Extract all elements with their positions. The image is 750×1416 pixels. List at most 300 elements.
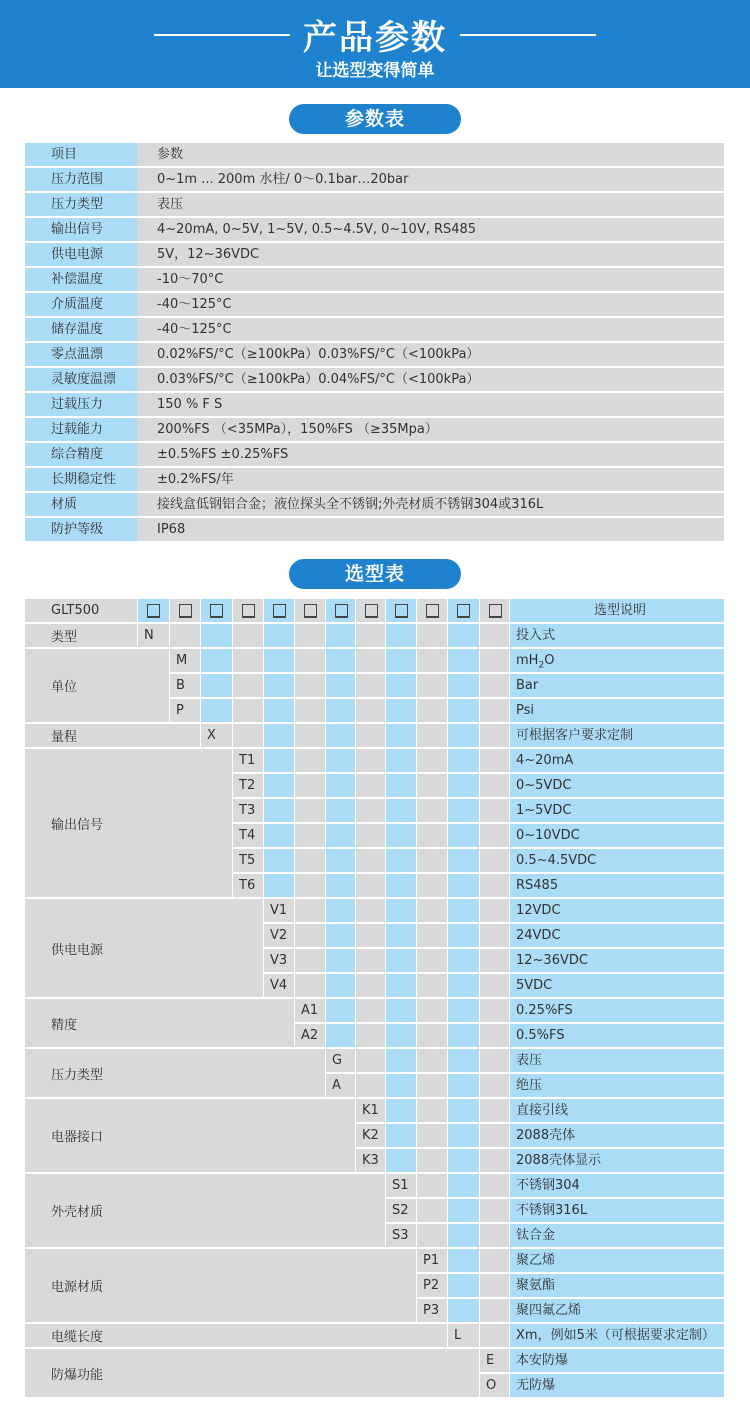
empty-box-icon: [242, 604, 255, 618]
selection-filler-cell: [386, 799, 416, 822]
selection-filler-cell: [356, 799, 385, 822]
selection-filler-cell: [326, 774, 355, 797]
selection-filler-cell: [170, 624, 200, 647]
selection-filler-cell: [480, 774, 509, 797]
selection-filler-cell: [417, 874, 447, 897]
selection-filler-cell: [326, 924, 355, 947]
selection-filler-cell: [295, 899, 325, 922]
selection-filler-cell: [480, 1324, 509, 1347]
selection-group-label: 量程: [25, 724, 200, 747]
selection-filler-cell: [386, 674, 416, 697]
param-value: 5V，12~36VDC: [137, 243, 724, 266]
selection-filler-cell: [356, 949, 385, 972]
selection-filler-cell: [326, 874, 355, 897]
selection-option-code: E: [480, 1349, 509, 1372]
selection-filler-cell: [356, 924, 385, 947]
param-value: 200%FS （<35MPa），150%FS （≥35Mpa）: [137, 418, 724, 441]
selection-option-description: Bar: [510, 674, 724, 697]
selection-option-description: 4~20mA: [510, 749, 724, 772]
model-code: GLT500: [25, 599, 137, 622]
selection-filler-cell: [480, 674, 509, 697]
param-label: 灵敏度温漂: [25, 368, 137, 391]
selection-filler-cell: [480, 1174, 509, 1197]
selection-option-code: X: [201, 724, 232, 747]
param-value: 接线盒低钢铝合金；液位探头全不锈钢;外壳材质不锈钢304或316L: [137, 493, 724, 516]
empty-box-icon: [179, 604, 192, 618]
selection-code-slot: [356, 599, 385, 622]
selection-filler-cell: [386, 649, 416, 672]
selection-filler-cell: [326, 649, 355, 672]
selection-filler-cell: [356, 774, 385, 797]
selection-filler-cell: [295, 949, 325, 972]
selection-filler-cell: [448, 1274, 479, 1297]
selection-code-slot: [264, 599, 294, 622]
selection-filler-cell: [264, 824, 294, 847]
selection-code-slot: [386, 599, 416, 622]
selection-heading: 选型表: [289, 559, 461, 589]
empty-box-icon: [304, 604, 317, 618]
selection-filler-cell: [448, 774, 479, 797]
selection-filler-cell: [480, 799, 509, 822]
selection-option-code: V3: [264, 949, 294, 972]
description-subscript: 2: [538, 660, 545, 671]
selection-filler-cell: [386, 624, 416, 647]
param-label: 储存温度: [25, 318, 137, 341]
selection-code-slot: [326, 599, 355, 622]
param-value: 0~1m ... 200m 水柱/ 0～0.1bar…20bar: [137, 168, 724, 191]
selection-filler-cell: [326, 749, 355, 772]
selection-filler-cell: [233, 624, 263, 647]
selection-option-code: G: [326, 1049, 355, 1072]
selection-filler-cell: [295, 799, 325, 822]
param-label: 输出信号: [25, 218, 137, 241]
selection-option-code: P: [170, 699, 200, 722]
empty-box-icon: [335, 604, 348, 618]
selection-filler-cell: [201, 699, 232, 722]
selection-filler-cell: [295, 624, 325, 647]
selection-option-description: 可根据客户要求定制: [510, 724, 724, 747]
selection-filler-cell: [264, 724, 294, 747]
selection-filler-cell: [356, 1074, 385, 1097]
selection-filler-cell: [386, 1074, 416, 1097]
selection-filler-cell: [386, 1099, 416, 1122]
param-label: 补偿温度: [25, 268, 137, 291]
empty-box-icon: [365, 604, 378, 618]
selection-filler-cell: [480, 1274, 509, 1297]
selection-filler-cell: [386, 724, 416, 747]
selection-filler-cell: [356, 699, 385, 722]
selection-filler-cell: [417, 799, 447, 822]
selection-filler-cell: [295, 974, 325, 997]
param-value: -40～125°C: [137, 293, 724, 316]
selection-filler-cell: [448, 1024, 479, 1047]
selection-filler-cell: [326, 624, 355, 647]
param-label: 综合精度: [25, 443, 137, 466]
selection-filler-cell: [448, 1099, 479, 1122]
selection-filler-cell: [233, 649, 263, 672]
selection-option-description: Psi: [510, 699, 724, 722]
selection-filler-cell: [448, 724, 479, 747]
selection-option-description: 0.5~4.5VDC: [510, 849, 724, 872]
selection-option-description: 聚四氟乙烯: [510, 1299, 724, 1322]
selection-filler-cell: [480, 649, 509, 672]
selection-code-slot: [295, 599, 325, 622]
selection-option-code: K1: [356, 1099, 385, 1122]
selection-filler-cell: [417, 924, 447, 947]
selection-filler-cell: [264, 624, 294, 647]
selection-code-slot: [138, 599, 169, 622]
selection-option-code: P2: [417, 1274, 447, 1297]
empty-box-icon: [457, 604, 470, 618]
selection-code-slot: [201, 599, 232, 622]
selection-filler-cell: [356, 824, 385, 847]
selection-filler-cell: [480, 1024, 509, 1047]
selection-option-description: [510, 649, 724, 672]
param-label: 项目: [25, 143, 137, 166]
selection-filler-cell: [201, 649, 232, 672]
selection-option-code: T6: [233, 874, 263, 897]
selection-option-description: 5VDC: [510, 974, 724, 997]
selection-filler-cell: [417, 774, 447, 797]
selection-filler-cell: [448, 899, 479, 922]
selection-filler-cell: [356, 649, 385, 672]
selection-filler-cell: [233, 699, 263, 722]
selection-group-label: 压力类型: [25, 1049, 325, 1097]
selection-option-code: A2: [295, 1024, 325, 1047]
selection-option-code: S2: [386, 1199, 416, 1222]
selection-filler-cell: [295, 724, 325, 747]
param-value: IP68: [137, 518, 724, 541]
selection-option-code: A1: [295, 999, 325, 1022]
selection-filler-cell: [326, 899, 355, 922]
selection-filler-cell: [417, 1224, 447, 1247]
selection-filler-cell: [480, 924, 509, 947]
selection-filler-cell: [326, 949, 355, 972]
selection-code-slot: [170, 599, 200, 622]
selection-option-description: 1~5VDC: [510, 799, 724, 822]
selection-filler-cell: [448, 1049, 479, 1072]
selection-filler-cell: [326, 824, 355, 847]
selection-filler-cell: [480, 1299, 509, 1322]
selection-filler-cell: [326, 799, 355, 822]
param-value: ±0.2%FS/年: [137, 468, 724, 491]
selection-group-label: 电缆长度: [25, 1324, 447, 1347]
selection-filler-cell: [448, 924, 479, 947]
param-value: 4~20mA, 0~5V, 1~5V, 0.5~4.5V, 0~10V, RS485: [137, 218, 724, 241]
selection-filler-cell: [448, 949, 479, 972]
selection-filler-cell: [295, 699, 325, 722]
selection-filler-cell: [448, 824, 479, 847]
selection-filler-cell: [480, 999, 509, 1022]
selection-filler-cell: [417, 724, 447, 747]
selection-description-header: 选型说明: [510, 599, 724, 622]
selection-filler-cell: [233, 724, 263, 747]
selection-filler-cell: [448, 1224, 479, 1247]
selection-filler-cell: [386, 699, 416, 722]
selection-filler-cell: [356, 724, 385, 747]
selection-filler-cell: [417, 974, 447, 997]
selection-filler-cell: [448, 1149, 479, 1172]
param-value: -10～70°C: [137, 268, 724, 291]
selection-option-code: P3: [417, 1299, 447, 1322]
selection-option-description: 0~10VDC: [510, 824, 724, 847]
selection-filler-cell: [480, 1224, 509, 1247]
selection-filler-cell: [417, 1124, 447, 1147]
selection-filler-cell: [417, 1199, 447, 1222]
selection-filler-cell: [480, 824, 509, 847]
selection-filler-cell: [417, 1049, 447, 1072]
selection-filler-cell: [417, 674, 447, 697]
selection-filler-cell: [295, 674, 325, 697]
banner-subtitle: 让选型变得简单: [315, 61, 435, 81]
selection-option-code: K2: [356, 1124, 385, 1147]
selection-code-slot: [480, 599, 509, 622]
selection-filler-cell: [448, 649, 479, 672]
selection-filler-cell: [386, 899, 416, 922]
selection-filler-cell: [386, 874, 416, 897]
selection-filler-cell: [356, 749, 385, 772]
selection-option-description: 0.25%FS: [510, 999, 724, 1022]
selection-filler-cell: [448, 699, 479, 722]
selection-filler-cell: [480, 899, 509, 922]
selection-filler-cell: [448, 849, 479, 872]
selection-filler-cell: [326, 699, 355, 722]
selection-filler-cell: [448, 1074, 479, 1097]
selection-group-label: 类型: [25, 624, 137, 647]
param-label: 零点温漂: [25, 343, 137, 366]
selection-filler-cell: [417, 824, 447, 847]
selection-filler-cell: [264, 774, 294, 797]
selection-filler-cell: [448, 624, 479, 647]
selection-filler-cell: [386, 774, 416, 797]
selection-filler-cell: [386, 849, 416, 872]
selection-filler-cell: [264, 799, 294, 822]
selection-filler-cell: [326, 724, 355, 747]
selection-filler-cell: [386, 1049, 416, 1072]
param-value: 150 % F S: [137, 393, 724, 416]
selection-option-code: N: [138, 624, 169, 647]
param-value: 参数: [137, 143, 724, 166]
selection-filler-cell: [356, 674, 385, 697]
selection-option-description: 24VDC: [510, 924, 724, 947]
selection-filler-cell: [295, 774, 325, 797]
selection-filler-cell: [448, 1299, 479, 1322]
selection-option-description: 12VDC: [510, 899, 724, 922]
selection-filler-cell: [417, 749, 447, 772]
selection-filler-cell: [386, 824, 416, 847]
param-value: ±0.5%FS ±0.25%FS: [137, 443, 724, 466]
param-value: 0.02%FS/°C（≥100kPa）0.03%FS/°C（<100kPa）: [137, 343, 724, 366]
selection-filler-cell: [326, 974, 355, 997]
selection-filler-cell: [356, 999, 385, 1022]
selection-filler-cell: [448, 799, 479, 822]
selection-filler-cell: [417, 1099, 447, 1122]
selection-filler-cell: [295, 924, 325, 947]
selection-option-code: T1: [233, 749, 263, 772]
selection-filler-cell: [356, 974, 385, 997]
selection-filler-cell: [233, 674, 263, 697]
selection-option-description: 不锈钢316L: [510, 1199, 724, 1222]
empty-box-icon: [395, 604, 408, 618]
selection-filler-cell: [417, 1074, 447, 1097]
selection-option-code: A: [326, 1074, 355, 1097]
selection-option-code: M: [170, 649, 200, 672]
selection-option-description: 钛合金: [510, 1224, 724, 1247]
empty-box-icon: [489, 604, 502, 618]
selection-option-code: V2: [264, 924, 294, 947]
selection-group-label: 精度: [25, 999, 294, 1047]
selection-option-description: 投入式: [510, 624, 724, 647]
selection-filler-cell: [480, 724, 509, 747]
selection-option-code: L: [448, 1324, 479, 1347]
selection-filler-cell: [480, 1049, 509, 1072]
selection-option-code: T4: [233, 824, 263, 847]
selection-option-description: 2088壳体显示: [510, 1149, 724, 1172]
selection-filler-cell: [480, 699, 509, 722]
selection-filler-cell: [480, 1199, 509, 1222]
selection-code-slot: [233, 599, 263, 622]
selection-filler-cell: [480, 949, 509, 972]
param-value: -40～125°C: [137, 318, 724, 341]
selection-filler-cell: [326, 674, 355, 697]
selection-filler-cell: [264, 674, 294, 697]
selection-filler-cell: [295, 874, 325, 897]
selection-filler-cell: [448, 1249, 479, 1272]
selection-filler-cell: [480, 1099, 509, 1122]
selection-filler-cell: [417, 849, 447, 872]
selection-filler-cell: [480, 749, 509, 772]
selection-filler-cell: [326, 999, 355, 1022]
selection-filler-cell: [356, 874, 385, 897]
selection-option-code: P1: [417, 1249, 447, 1272]
selection-option-code: O: [480, 1374, 509, 1397]
selection-filler-cell: [386, 949, 416, 972]
selection-filler-cell: [417, 624, 447, 647]
selection-filler-cell: [480, 624, 509, 647]
selection-filler-cell: [417, 949, 447, 972]
selection-filler-cell: [356, 624, 385, 647]
selection-filler-cell: [356, 849, 385, 872]
selection-group-label: 输出信号: [25, 749, 232, 897]
selection-option-description: 不锈钢304: [510, 1174, 724, 1197]
selection-filler-cell: [480, 874, 509, 897]
selection-filler-cell: [448, 749, 479, 772]
selection-filler-cell: [386, 1024, 416, 1047]
selection-filler-cell: [448, 974, 479, 997]
selection-filler-cell: [480, 849, 509, 872]
selection-option-description: 表压: [510, 1049, 724, 1072]
selection-group-label: 外壳材质: [25, 1174, 385, 1247]
selection-group-label: 电器接口: [25, 1099, 355, 1172]
selection-filler-cell: [356, 899, 385, 922]
selection-filler-cell: [480, 1149, 509, 1172]
selection-option-description: 聚乙烯: [510, 1249, 724, 1272]
selection-option-code: S1: [386, 1174, 416, 1197]
selection-filler-cell: [386, 1149, 416, 1172]
selection-option-description: 聚氨酯: [510, 1274, 724, 1297]
selection-filler-cell: [201, 674, 232, 697]
selection-option-description: RS485: [510, 874, 724, 897]
selection-option-description: 0~5VDC: [510, 774, 724, 797]
selection-group-label: 电源材质: [25, 1249, 416, 1322]
param-label: 介质温度: [25, 293, 137, 316]
selection-filler-cell: [264, 649, 294, 672]
selection-filler-cell: [295, 649, 325, 672]
param-value: 表压: [137, 193, 724, 216]
description-text-tail: O: [544, 653, 555, 668]
selection-filler-cell: [448, 1124, 479, 1147]
params-heading: 参数表: [289, 104, 461, 134]
selection-filler-cell: [295, 749, 325, 772]
description-text: mH: [516, 653, 539, 668]
selection-option-code: T2: [233, 774, 263, 797]
param-label: 过载能力: [25, 418, 137, 441]
param-label: 压力类型: [25, 193, 137, 216]
selection-option-code: T5: [233, 849, 263, 872]
selection-filler-cell: [448, 674, 479, 697]
selection-filler-cell: [417, 699, 447, 722]
selection-filler-cell: [386, 999, 416, 1022]
selection-option-code: V1: [264, 899, 294, 922]
selection-filler-cell: [356, 1049, 385, 1072]
selection-filler-cell: [417, 1149, 447, 1172]
param-label: 长期稳定性: [25, 468, 137, 491]
selection-option-description: 0.5%FS: [510, 1024, 724, 1047]
selection-option-code: S3: [386, 1224, 416, 1247]
param-label: 材质: [25, 493, 137, 516]
selection-filler-cell: [264, 874, 294, 897]
param-label: 压力范围: [25, 168, 137, 191]
param-label: 供电电源: [25, 243, 137, 266]
selection-filler-cell: [326, 1024, 355, 1047]
empty-box-icon: [273, 604, 286, 618]
empty-box-icon: [210, 604, 223, 618]
selection-filler-cell: [448, 999, 479, 1022]
param-label: 过载压力: [25, 393, 137, 416]
selection-filler-cell: [448, 1199, 479, 1222]
selection-group-label: 防爆功能: [25, 1349, 479, 1397]
selection-filler-cell: [448, 874, 479, 897]
selection-option-code: B: [170, 674, 200, 697]
selection-filler-cell: [480, 1249, 509, 1272]
selection-filler-cell: [417, 899, 447, 922]
param-label: 防护等级: [25, 518, 137, 541]
selection-code-slot: [448, 599, 479, 622]
selection-filler-cell: [480, 1124, 509, 1147]
selection-filler-cell: [417, 649, 447, 672]
selection-option-description: 直接引线: [510, 1099, 724, 1122]
selection-option-description: 绝压: [510, 1074, 724, 1097]
selection-filler-cell: [386, 1124, 416, 1147]
selection-option-code: T3: [233, 799, 263, 822]
selection-option-description: 2088壳体: [510, 1124, 724, 1147]
selection-option-code: K3: [356, 1149, 385, 1172]
selection-filler-cell: [295, 824, 325, 847]
selection-filler-cell: [386, 749, 416, 772]
param-value: 0.03%FS/°C（≥100kPa）0.04%FS/°C（<100kPa）: [137, 368, 724, 391]
selection-filler-cell: [356, 1024, 385, 1047]
selection-filler-cell: [386, 924, 416, 947]
selection-filler-cell: [417, 1174, 447, 1197]
selection-option-description: Xm，例如5米（可根据要求定制）: [510, 1324, 724, 1347]
selection-option-description: 本安防爆: [510, 1349, 724, 1372]
selection-filler-cell: [264, 749, 294, 772]
selection-filler-cell: [480, 1074, 509, 1097]
selection-filler-cell: [295, 849, 325, 872]
selection-filler-cell: [417, 999, 447, 1022]
selection-option-code: V4: [264, 974, 294, 997]
selection-filler-cell: [417, 1024, 447, 1047]
